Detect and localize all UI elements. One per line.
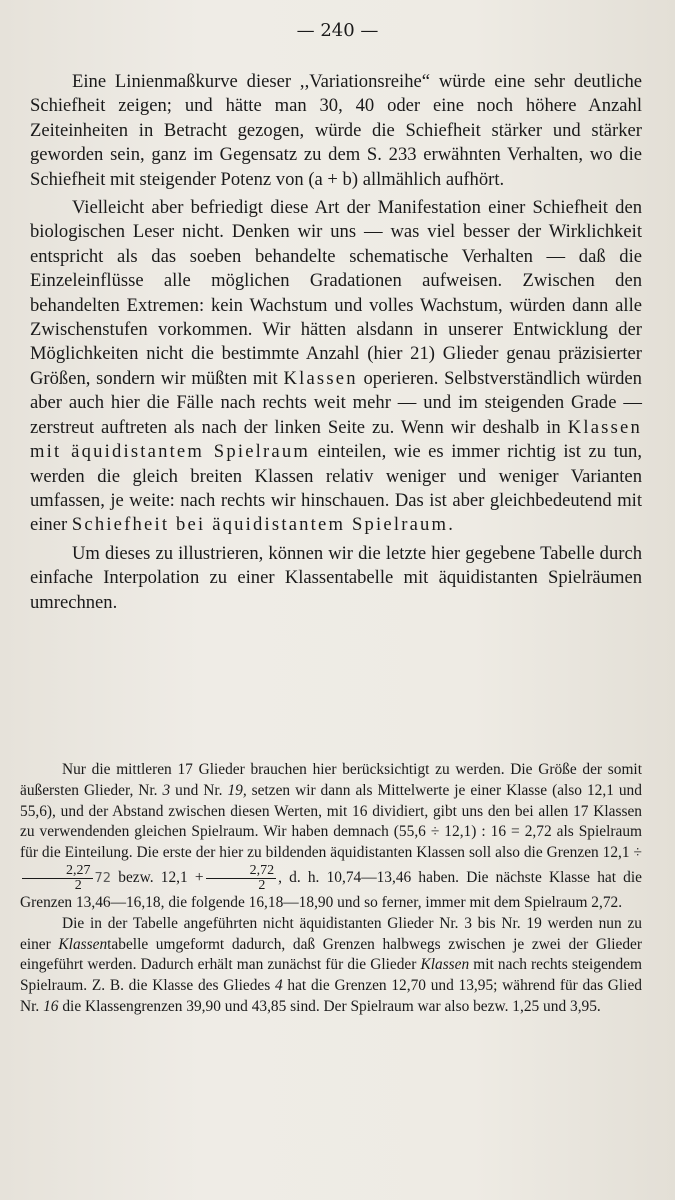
paragraph-2: Vielleicht aber befriedigt diese Art der Manifestation einer Schiefheit den biologischen Leser nicht. Denken wir uns — was viel besser der Wirklichkeit entspricht als das soeben behandelte schematische Verhalten — daß die Einzeleinflüsse alle möglichen Gradationen aufweisen. Zwischen den behandelten Extremen: kein Wachstum und volles Wachstum, würden dann alle Zwischenstufen vorkommen. Wir hätten alsdann in unserer Entwicklung der Möglichkeiten nicht die bestimmte Anzahl (hier 21) Glieder genau präzisierter Größen, sondern wir müßten mit Klassen operieren. Selbstverständlich würden aber auch hier die Fälle nach rechts weit mehr — und im steigenden Grade — zerstreut auftreten als nach der linken Seite zu. Wenn wir deshalb in Klassen mit äquidistantem Spielraum einteilen, wie es immer richtig ist zu tun, werden die gleich breiten Klassen relativ weniger und weniger Varianten umfassen, je weite: nach rechts wir hinschauen. Das ist aber gleichbedeutend mit einer Schiefheit bei äquidistantem Spielraum. bbox=[30, 197, 642, 536]
handwritten-note: 72 bbox=[94, 871, 112, 887]
spaced-term: Schiefheit bei äquidistantem Spielraum. bbox=[71, 514, 456, 536]
spaced-term: Klassen mit äquidistantem Spielraum bbox=[30, 416, 642, 463]
small-paragraph-2: Die in der Tabelle angeführten nicht äquidistanten Glieder Nr. 3 bis Nr. 19 werden nun zu einer Klassentabelle umgeformt dadurch, daß Grenzen halbwegs zwischen je zwei der Glieder eingeführt werden. Dadurch erhält man zunächst für die Glieder Klassen mit nach rechts steigendem Spielraum. Z. B. die Klasse des Gliedes 4 hat die Grenzen 12,70 und 13,95; während für das Glied Nr. 16 die Klassengrenzen 39,90 und 43,85 sind. Der Spielraum war also bezw. 1,25 und 3,95. bbox=[20, 914, 642, 1015]
spaced-term: Klassen bbox=[283, 367, 358, 389]
fraction: $\frac{2,72}{2}$ bbox=[206, 864, 277, 893]
small-paragraph-1: Nur die mittleren 17 Glieder brauchen hier berücksichtigt zu werden. Die Größe der somit äußersten Glieder, Nr. 3 und Nr. 19, setzen wir dann als Mittelwerte je einer Klasse (also 12,1 und 55,6), und der Abstand zwischen diesen Werten, mit 16 dividiert, gibt uns den bei allen 17 Klassen zu verwendenden gleichen Spielraum. Wir haben demnach (55,6 ÷ 12,1) : 16 = 2,72 als Spielraum für die Einteilung. Die erste der hier zu bildenden äquidistanten Klassen soll also die Grenzen 12,1 ÷ $\frac{2,27}{2}$ 72 bezw. 12,1 + $\frac{2,72}{2}$ , d. h. 10,74—13,46 haben. Die nächste Klasse hat die Grenzen 13,46—16,18, die folgende 16,18—18,90 und so ferner, immer mit dem Spielraum 2,72. bbox=[20, 761, 642, 911]
paragraph-1: Eine Linienmaßkurve dieser ,,Variationsreihe“ würde eine sehr deutliche Schiefheit zeigen; und hätte man 30, 40 oder eine noch höhere Anzahl Zeiteinheiten in Betracht gezogen, würde die Schiefheit stärker und stärker geworden sein, ganz im Gegensatz zu dem S. 233 erwähnten Verhalten, wo die Schiefheit mit steigender Potenz von (a + b) allmählich aufhört. bbox=[30, 71, 642, 190]
small-print-text bbox=[20, 760, 642, 1018]
fraction: $\frac{2,27}{2}$ bbox=[22, 864, 93, 893]
main-text bbox=[30, 70, 642, 619]
page-number: — 240 — bbox=[296, 20, 379, 41]
paragraph-3: Um dieses zu illustrieren, können wir die letzte hier gegebene Tabelle durch einfache Interpolation zu einer Klassentabelle mit äquidistanten Spielräumen umrechnen. bbox=[30, 542, 642, 613]
